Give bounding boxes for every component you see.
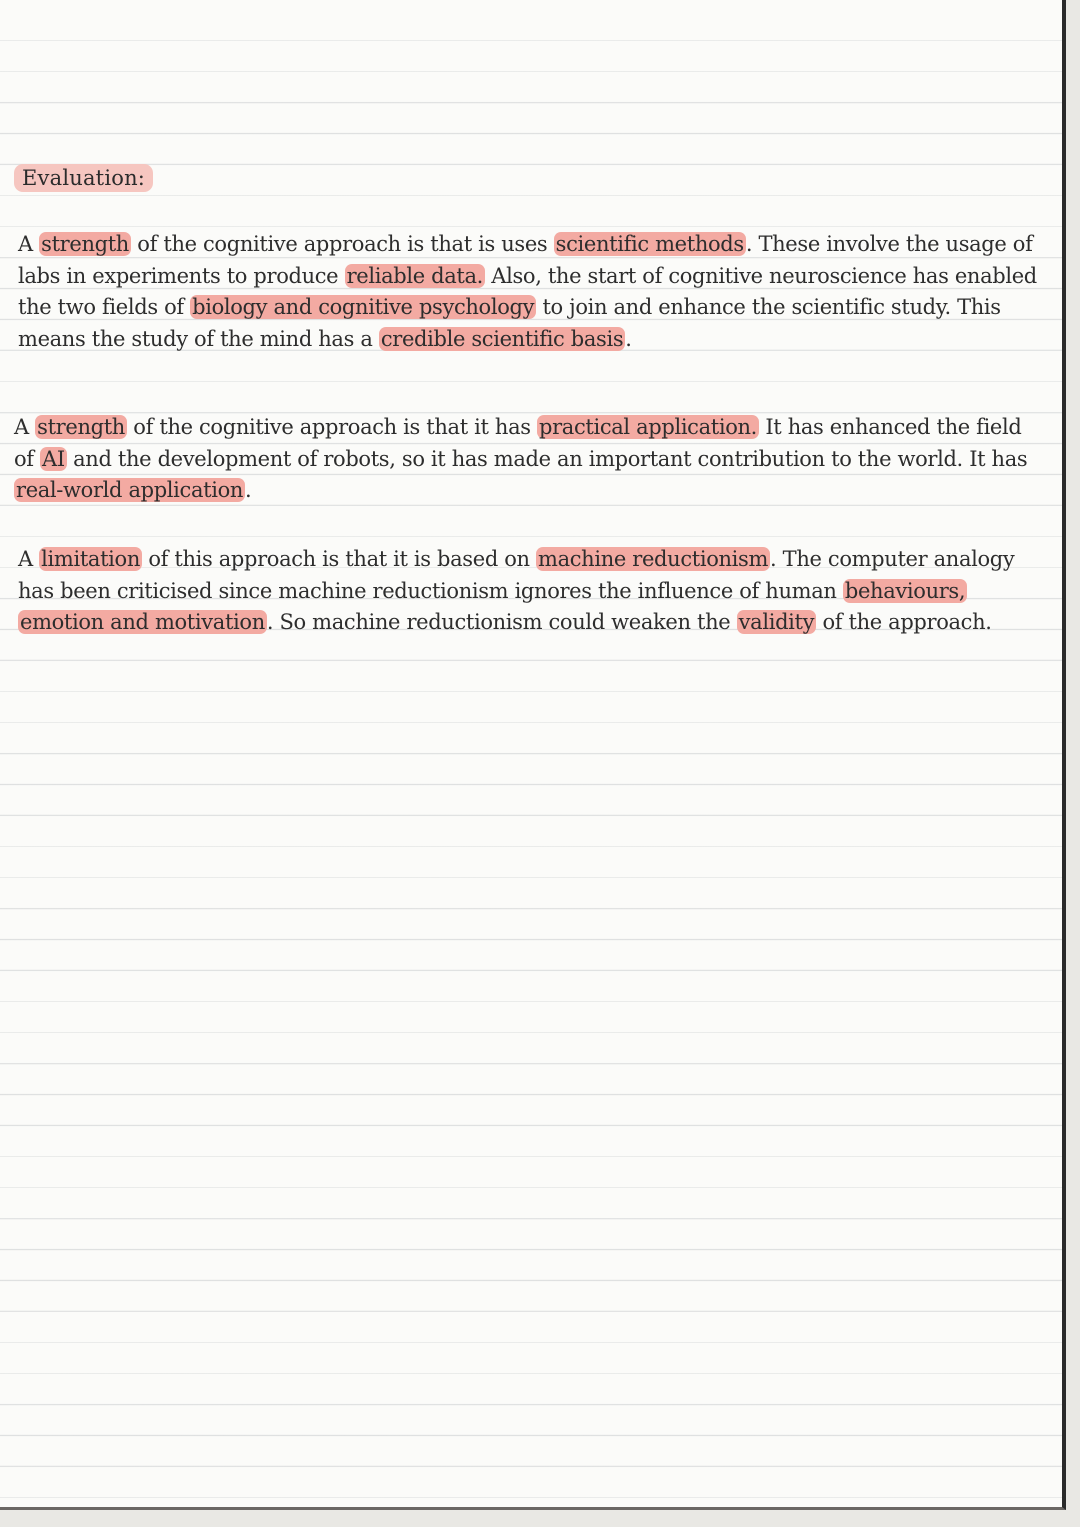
text-segment: It has enhanced the field of	[14, 415, 1022, 471]
highlighted-term: limitation	[41, 547, 141, 571]
text-segment: of this approach is that it is based on	[142, 547, 537, 571]
highlighted-term: strength	[37, 415, 125, 439]
text-segment: .	[625, 326, 632, 351]
text-segment: of the cognitive approach is that it has	[126, 415, 537, 439]
highlighted-term: scientific methods	[555, 232, 744, 256]
evaluation-heading: Evaluation:	[14, 164, 153, 192]
highlighted-term: strength	[41, 232, 129, 256]
paragraph-strength-scientific	[18, 229, 1048, 355]
text-segment: to join and enhance the scientific study. This means the study of the mind has a	[18, 295, 1001, 351]
highlighted-term: biology and cognitive psychology	[192, 295, 535, 319]
text-segment: .	[245, 478, 252, 502]
text-segment: . The computer analogy has been criticised since machine reductionism ignores the influence of human	[18, 547, 1015, 603]
text-segment: Also, the start of cognitive neuroscience has enabled the two fields of	[18, 263, 1037, 319]
highlighted-term: reliable data.	[346, 263, 483, 288]
paragraph-strength-application	[14, 412, 1044, 507]
highlighted-term: validity	[738, 610, 815, 634]
text-segment: and the development of robots, so it has made an important contribution to the world. It has	[66, 446, 1028, 471]
highlighted-term: machine reductionism	[538, 547, 769, 571]
paragraph-limitation-reductionism	[18, 544, 1048, 639]
text-segment: . These involve the usage of labs in experiments to produce	[18, 232, 1033, 288]
highlighted-term: practical application.	[539, 415, 758, 439]
highlighted-term: credible scientific basis	[380, 326, 624, 351]
text-segment: A	[18, 232, 40, 256]
text-segment: . So machine reductionism could weaken the	[266, 610, 737, 634]
text-segment: A	[18, 547, 40, 571]
highlighted-term: AI	[42, 446, 65, 471]
text-segment: of the approach.	[816, 610, 992, 634]
highlighted-term: real-world application	[16, 478, 244, 502]
highlighted-term: behaviours, emotion and motivation	[20, 578, 966, 634]
text-segment: A	[14, 415, 36, 439]
text-segment: of the cognitive approach is that is uses	[130, 232, 554, 256]
